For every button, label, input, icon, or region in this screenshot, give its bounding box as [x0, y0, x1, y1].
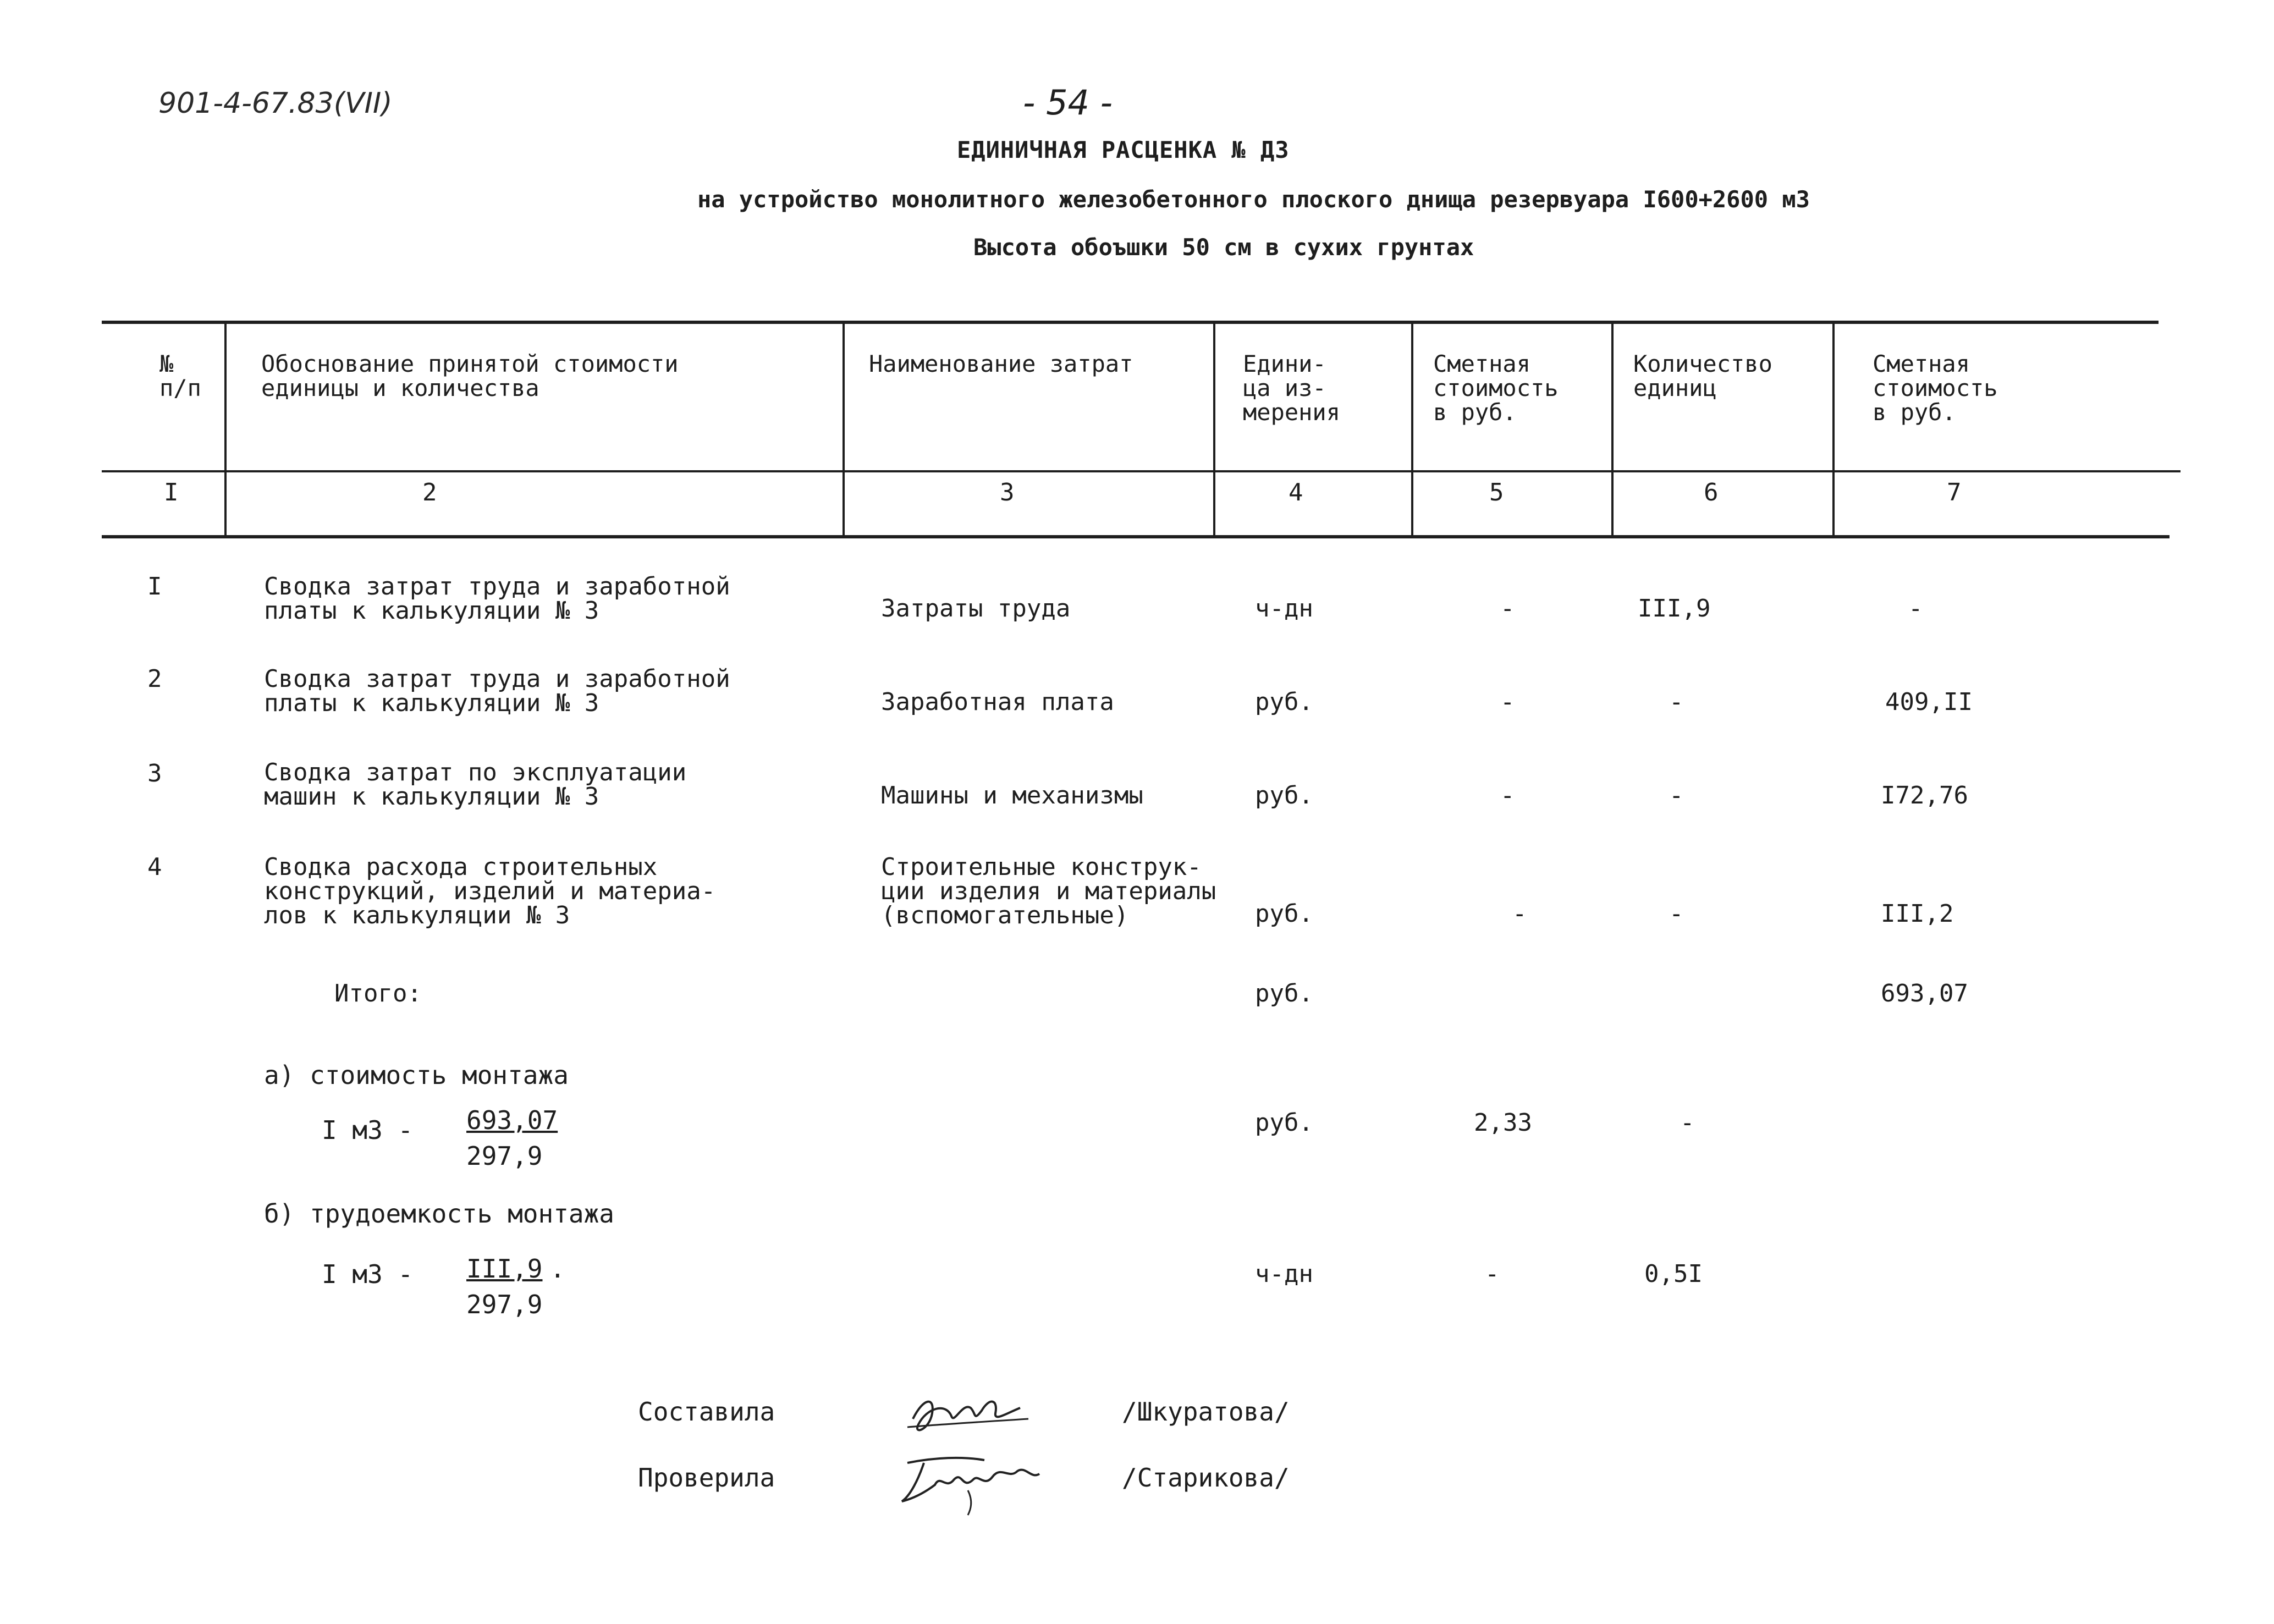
- document-title: ЕДИНИЧНАЯ РАСЦЕНКА № ДЗ: [957, 136, 1290, 163]
- header-name: Наименование затрат: [869, 350, 1133, 377]
- table-header-divider: [102, 470, 2181, 472]
- table-row-4-total: III,2: [1881, 900, 1954, 928]
- mounting-cost-qty: -: [1680, 1109, 1695, 1137]
- document-subtitle-2: Высота обоъшки 50 см в сухих грунтах: [973, 234, 1474, 261]
- table-row-3-basis: Сводка затрат по эксплуатации машин к калькуляции № 3: [264, 758, 687, 811]
- col-divider-1: [224, 321, 227, 538]
- table-row-3-unit: руб.: [1255, 781, 1313, 810]
- table-row-4-cost: -: [1512, 900, 1527, 928]
- mounting-cost-numerator: 693,07: [466, 1105, 558, 1135]
- col-divider-5: [1611, 321, 1614, 538]
- col-divider-6: [1832, 321, 1835, 538]
- labor-intensity-cost: -: [1485, 1260, 1500, 1288]
- table-row-1-total: -: [1908, 594, 1923, 623]
- colnum-3: 3: [1000, 478, 1015, 507]
- checked-by-name: /Старикова/: [1122, 1463, 1290, 1493]
- table-row-4-unit: руб.: [1255, 900, 1313, 928]
- mounting-cost-denominator: 297,9: [466, 1141, 543, 1171]
- table-row-3-total: I72,76: [1881, 781, 1968, 810]
- table-top-border: [102, 321, 2159, 324]
- mounting-cost-value: 2,33: [1474, 1109, 1532, 1137]
- table-row-4-num: 4: [147, 853, 162, 881]
- header-qty: Количество единиц: [1633, 350, 1772, 401]
- table-row-3-cost: -: [1500, 781, 1515, 810]
- mounting-cost-label: а) стоимость монтажа: [264, 1060, 569, 1090]
- header-num: № п/п: [159, 350, 201, 401]
- table-colnum-divider: [102, 535, 2170, 538]
- table-row-2-total: 409,II: [1885, 688, 1973, 716]
- table-row-2-num: 2: [147, 665, 162, 693]
- total-label: Итого:: [334, 979, 422, 1008]
- mounting-cost-prefix: I м3 -: [322, 1115, 414, 1145]
- table-row-1-basis: Сводка затрат труда и заработной платы к калькуляции № 3: [264, 572, 730, 625]
- colnum-7: 7: [1947, 478, 1962, 507]
- labor-intensity-label: б) трудоемкость монтажа: [264, 1199, 614, 1229]
- table-row-2-basis: Сводка затрат труда и заработной платы к калькуляции № 3: [264, 665, 730, 717]
- header-basis: Обоснование принятой стоимости единицы и количества: [261, 350, 679, 401]
- colnum-1: I: [164, 478, 179, 507]
- labor-intensity-dot: .: [550, 1254, 565, 1284]
- table-row-2-unit: руб.: [1255, 688, 1313, 716]
- document-subtitle-1: на устройство монолитного железобетонного плоского днища резервуара I600+2600 м3: [697, 186, 1810, 213]
- table-row-1-num: I: [147, 572, 162, 601]
- table-row-3-name: Машины и механизмы: [881, 781, 1143, 810]
- signature-shkuratova: [902, 1375, 1034, 1446]
- table-row-1-qty: III,9: [1638, 594, 1711, 623]
- mounting-cost-unit: руб.: [1255, 1109, 1313, 1137]
- composed-by-name: /Шкуратова/: [1122, 1397, 1290, 1427]
- table-row-4-qty: -: [1669, 900, 1684, 928]
- header-unit: Едини- ца из- мерения: [1243, 350, 1341, 426]
- composed-by-label: Составила: [638, 1397, 775, 1427]
- colnum-6: 6: [1704, 478, 1719, 507]
- table-row-1-cost: -: [1500, 594, 1515, 623]
- col-divider-4: [1411, 321, 1413, 538]
- table-row-1-unit: ч-дн: [1255, 594, 1313, 623]
- colnum-5: 5: [1489, 478, 1504, 507]
- table-row-2-name: Заработная плата: [881, 688, 1114, 716]
- labor-intensity-denominator: 297,9: [466, 1290, 543, 1319]
- total-value: 693,07: [1881, 979, 1968, 1008]
- table-row-4-basis: Сводка расхода строительных конструкций, изделий и материа- лов к калькуляции № 3: [264, 853, 716, 929]
- table-row-1-name: Затраты труда: [881, 594, 1071, 623]
- signature-starikova: [891, 1441, 1056, 1518]
- labor-intensity-numerator: III,9: [466, 1254, 543, 1284]
- col-divider-3: [1213, 321, 1215, 538]
- table-row-2-qty: -: [1669, 688, 1684, 716]
- total-unit: руб.: [1255, 979, 1313, 1008]
- colnum-4: 4: [1289, 478, 1303, 507]
- labor-intensity-prefix: I м3 -: [322, 1259, 414, 1289]
- table-row-4-name: Строительные конструк- ции изделия и материалы (вспомогательные): [881, 853, 1216, 929]
- table-row-2-cost: -: [1500, 688, 1515, 716]
- checked-by-label: Проверила: [638, 1463, 775, 1493]
- labor-intensity-qty: 0,5I: [1644, 1260, 1703, 1288]
- colnum-2: 2: [422, 478, 437, 507]
- page-number: - 54 -: [1023, 82, 1113, 123]
- table-row-3-num: 3: [147, 759, 162, 788]
- labor-intensity-unit: ч-дн: [1255, 1260, 1313, 1288]
- header-cost: Сметная стоимость в руб.: [1433, 350, 1559, 426]
- col-divider-2: [843, 321, 845, 538]
- header-total: Сметная стоимость в руб.: [1873, 350, 1998, 426]
- table-row-3-qty: -: [1669, 781, 1684, 810]
- document-code: 901-4-67.83(VII): [158, 87, 393, 120]
